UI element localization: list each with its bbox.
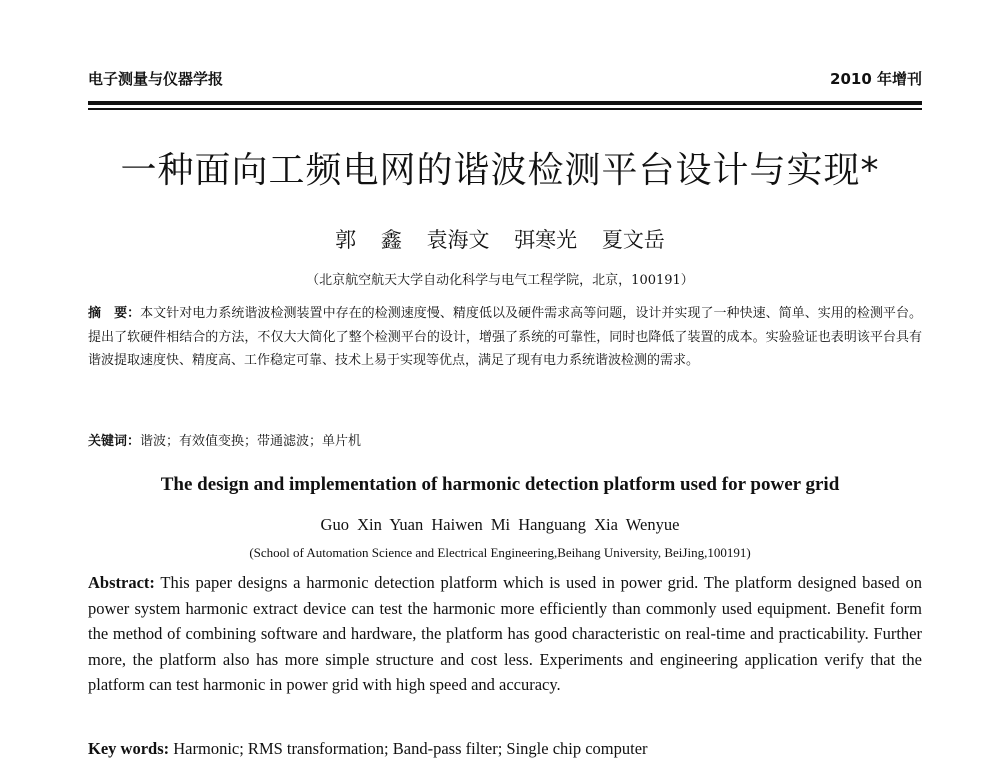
abstract-en-text: This paper designs a harmonic detection platform which is used in power grid. The platform designed based on power system harmonic extract device can test the harmonic more efficiently than commonly used equipment. Benefit form the method of combining software and hardware, the platform has good characteristic on real-time and practicability. Further more, the platform also has more simple structure and cost less. Experiments and engineering application verify that the platform can test harmonic in power grid with high speed and accuracy. <box>88 573 922 694</box>
authors-en: Guo Xin Yuan Haiwen Mi Hanguang Xia Wenyue <box>320 515 680 534</box>
paper-title-en: The design and implementation of harmonic detection platform used for power grid <box>160 474 840 495</box>
keywords-cn <box>88 430 922 449</box>
authors-cn: 郭 鑫 袁海文 弭寒光 夏文岳 <box>335 228 665 252</box>
abstract-cn <box>88 302 922 373</box>
abstract-cn-label: 摘 要： <box>88 306 141 321</box>
paper-title-cn: 一种面向工频电网的谐波检测平台设计与实现* <box>120 150 880 191</box>
abstract-cn-text: 本文针对电力系统谐波检测装置中存在的检测速度慢、精度低以及硬件需求高等问题，设计并实现了一种快速、简单、实用的检测平台。提出了软硬件相结合的方法，不仅大大简化了整个检测平台的设计，增强了系统的可靠性，同时也降低了装置的成本。实验验证也表明该平台具有谐波提取速度快、精度高、工作稳定可靠、技术上易于实现等优点，满足了现有电力系统谐波检测的需求。 <box>88 306 922 368</box>
keywords-cn-text: 谐波；有效值变换；带通滤波；单片机 <box>140 434 362 449</box>
journal-name: 电子测量与仪器学报 <box>88 70 224 88</box>
abstract-en-label: Abstract: <box>88 573 155 592</box>
keywords-en <box>88 738 922 760</box>
keywords-en-label: Key words: <box>88 739 170 758</box>
keywords-cn-label: 关键词： <box>88 434 141 449</box>
abstract-en <box>88 570 922 698</box>
affiliation-cn: （北京航空航天大学自动化科学与电气工程学院，北京，100191） <box>306 273 694 288</box>
issue-label: 2010 年增刊 <box>830 70 922 88</box>
header-rule-thin <box>88 108 922 110</box>
affiliation-en: (School of Automation Science and Electrical Engineering,Beihang University, BeiJing,100191) <box>249 545 751 560</box>
keywords-en-text: Harmonic; RMS transformation; Band-pass filter; Single chip computer <box>169 739 648 758</box>
header-rule-thick <box>88 101 922 105</box>
running-header <box>88 68 922 94</box>
